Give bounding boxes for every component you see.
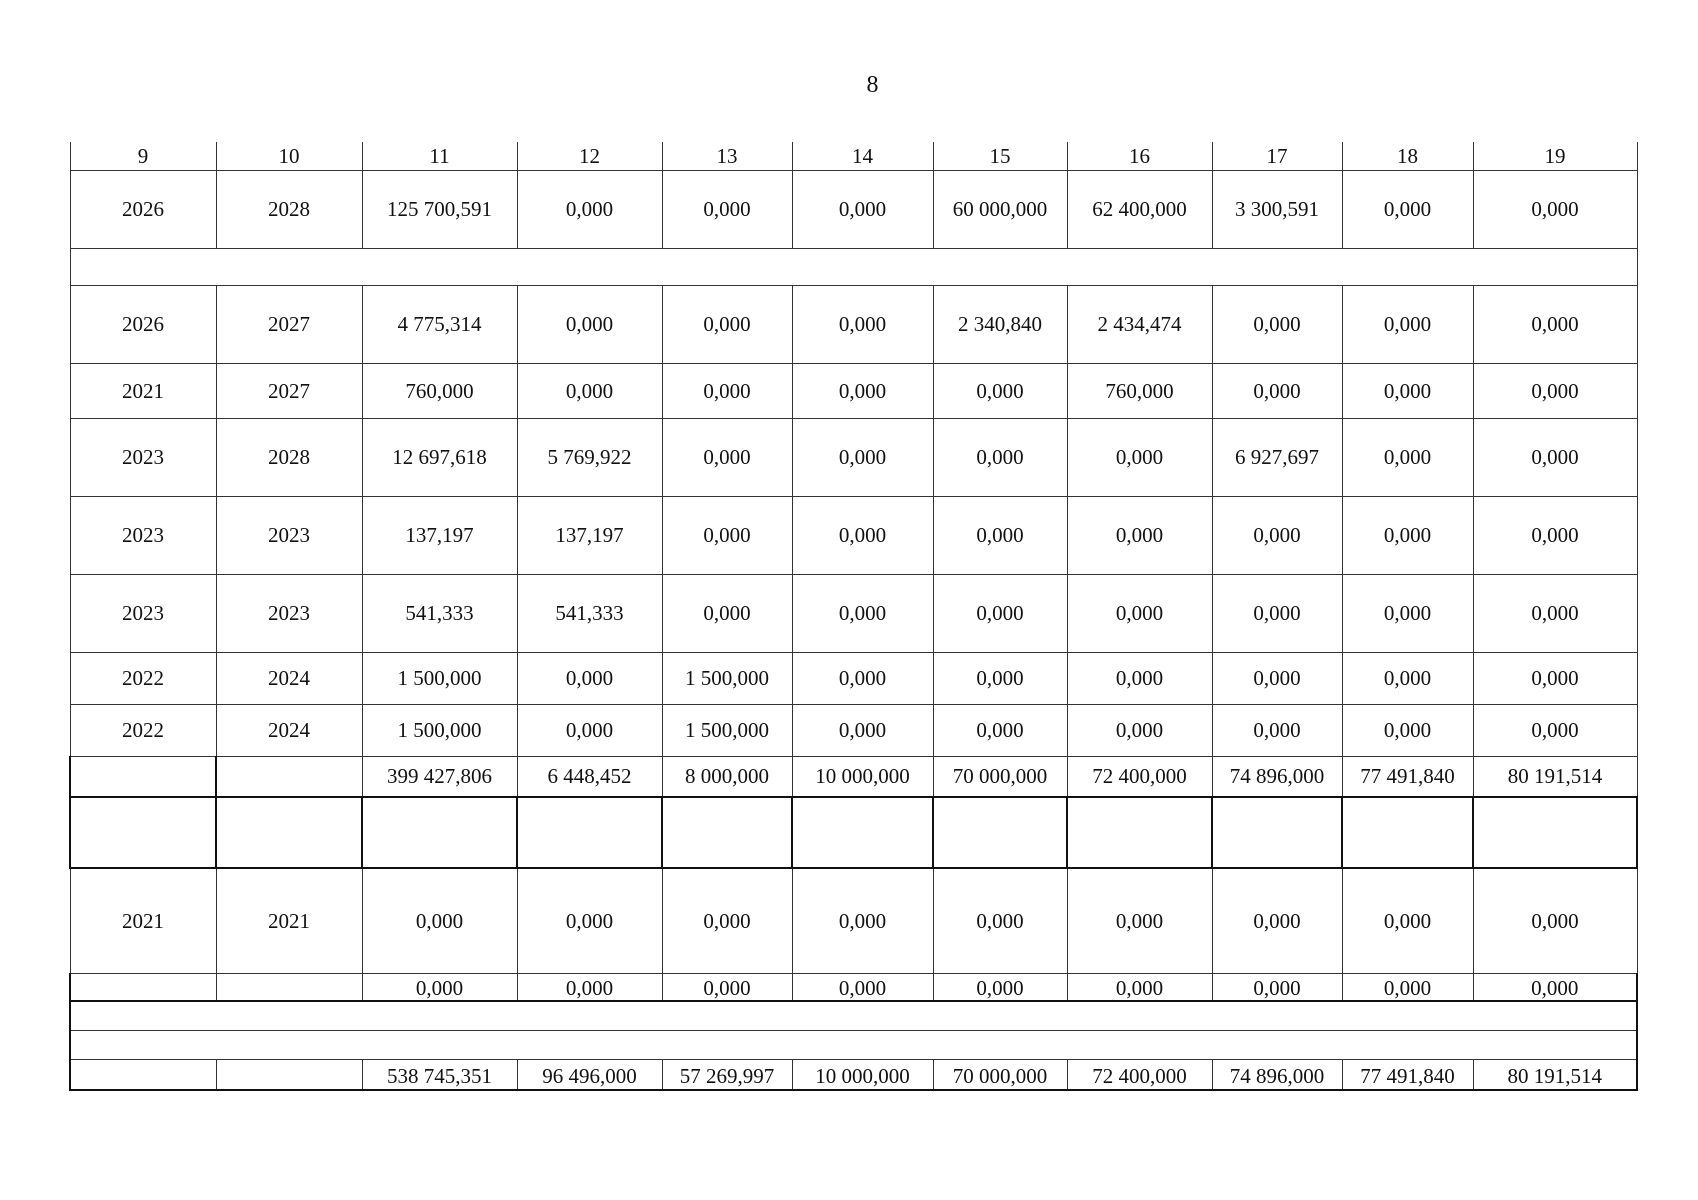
table-row [70,575,1637,653]
table-cell: 0,000 [1473,705,1637,757]
table-cell: 2027 [216,286,362,364]
table-cell: 0,000 [1212,286,1342,364]
table-cell: 0,000 [792,868,933,974]
empty-cell [1342,797,1473,868]
table-cell: 0,000 [1067,419,1212,497]
table-cell: 1 500,000 [662,653,792,705]
subtotal-row [70,974,1637,1002]
subtotal-row [70,757,1637,798]
table-cell: 0,000 [1212,705,1342,757]
table-cell: 541,333 [517,575,662,653]
table-cell: 4 775,314 [362,286,517,364]
table-cell: 0,000 [933,575,1067,653]
empty-cell [1473,797,1637,868]
table-cell: 70 000,000 [933,1060,1067,1091]
table-cell: 0,000 [933,419,1067,497]
table-cell: 0,000 [933,868,1067,974]
table-cell: 2 434,474 [1067,286,1212,364]
table-cell: 0,000 [517,868,662,974]
spacer-row [70,1031,1637,1060]
header-cell: 12 [517,142,662,171]
table-cell: 760,000 [362,364,517,419]
empty-cell [933,797,1067,868]
table-cell: 2 340,840 [933,286,1067,364]
table-cell: 0,000 [1342,286,1473,364]
table-cell: 0,000 [662,419,792,497]
table-cell: 2021 [70,364,216,419]
header-cell: 10 [216,142,362,171]
empty-cell [70,797,216,868]
table-cell: 0,000 [1342,653,1473,705]
table-cell: 0,000 [792,171,933,249]
table-cell: 2026 [70,171,216,249]
table-row [70,705,1637,757]
header-cell: 19 [1473,142,1637,171]
table-cell: 2022 [70,705,216,757]
table-cell: 0,000 [1342,364,1473,419]
table-cell: 0,000 [792,575,933,653]
table-cell: 0,000 [1473,974,1637,1002]
empty-cell [216,797,362,868]
header-cell: 13 [662,142,792,171]
table-cell: 0,000 [1342,575,1473,653]
table-cell [70,1060,216,1091]
table-cell: 0,000 [1212,868,1342,974]
budget-table [69,142,1638,1091]
table-cell: 0,000 [517,171,662,249]
table-cell: 0,000 [1473,419,1637,497]
table-cell: 60 000,000 [933,171,1067,249]
table-cell: 2023 [216,497,362,575]
table-cell: 74 896,000 [1212,757,1342,798]
table-cell: 0,000 [933,364,1067,419]
table-cell: 0,000 [933,497,1067,575]
table-cell: 0,000 [662,575,792,653]
table-cell: 0,000 [1473,286,1637,364]
table-row [70,364,1637,419]
table-cell: 0,000 [933,974,1067,1002]
table-cell: 72 400,000 [1067,1060,1212,1091]
table-cell: 2023 [216,575,362,653]
table-cell: 0,000 [1473,868,1637,974]
table-cell: 0,000 [1067,575,1212,653]
table-cell: 399 427,806 [362,757,517,798]
table-cell: 77 491,840 [1342,757,1473,798]
empty-cell [792,797,933,868]
table-cell: 0,000 [1342,419,1473,497]
table-cell [70,974,216,1002]
table-row [70,171,1637,249]
grand-total-row [70,1060,1637,1091]
table-cell: 0,000 [662,364,792,419]
table-cell: 1 500,000 [662,705,792,757]
table-cell: 1 500,000 [362,705,517,757]
table-cell: 6 927,697 [1212,419,1342,497]
page-number: 8 [866,72,879,98]
table-cell: 0,000 [1067,705,1212,757]
header-cell: 17 [1212,142,1342,171]
table-cell: 8 000,000 [662,757,792,798]
table-cell: 0,000 [1067,868,1212,974]
table-cell: 0,000 [792,419,933,497]
table-cell: 77 491,840 [1342,1060,1473,1091]
table-row [70,497,1637,575]
table-cell: 0,000 [933,653,1067,705]
table-cell: 760,000 [1067,364,1212,419]
empty-cell [1212,797,1342,868]
table-cell: 0,000 [1212,974,1342,1002]
table-cell: 0,000 [1473,575,1637,653]
empty-cell [362,797,517,868]
table-cell: 0,000 [792,705,933,757]
table-cell: 0,000 [1212,575,1342,653]
table-cell: 0,000 [517,974,662,1002]
table-cell: 0,000 [1342,171,1473,249]
table-cell: 80 191,514 [1473,757,1637,798]
table-cell: 2024 [216,653,362,705]
table-cell: 0,000 [933,705,1067,757]
table-cell: 2023 [70,575,216,653]
table-cell: 62 400,000 [1067,171,1212,249]
table-row [70,286,1637,364]
table-cell [216,1060,362,1091]
table-cell: 0,000 [517,653,662,705]
header-cell: 11 [362,142,517,171]
table-cell: 5 769,922 [517,419,662,497]
table-cell: 0,000 [1473,364,1637,419]
table-cell: 10 000,000 [792,757,933,798]
empty-cell [70,1001,1637,1031]
table-cell: 2023 [70,497,216,575]
table-cell: 0,000 [1067,974,1212,1002]
table-cell: 2021 [70,868,216,974]
table-cell [216,974,362,1002]
spacer-row [70,249,1637,286]
table-cell: 2028 [216,419,362,497]
empty-cell [517,797,662,868]
table-cell: 0,000 [662,868,792,974]
table-cell: 0,000 [1342,974,1473,1002]
table-row [70,653,1637,705]
table-cell: 0,000 [792,974,933,1002]
empty-bordered-row [70,797,1637,868]
table-cell: 0,000 [1067,497,1212,575]
table-cell: 125 700,591 [362,171,517,249]
empty-cell [662,797,792,868]
table-cell: 72 400,000 [1067,757,1212,798]
table-cell: 137,197 [362,497,517,575]
table-cell: 6 448,452 [517,757,662,798]
table-cell: 12 697,618 [362,419,517,497]
table-cell: 0,000 [517,364,662,419]
table-cell: 0,000 [362,974,517,1002]
empty-cell [1067,797,1212,868]
column-number-header [70,142,1637,171]
table-cell: 137,197 [517,497,662,575]
table-cell [216,757,362,798]
table-cell: 2024 [216,705,362,757]
table-cell: 2022 [70,653,216,705]
table-cell: 2021 [216,868,362,974]
spacer-row [70,1001,1637,1031]
table-cell: 0,000 [792,497,933,575]
table-cell: 0,000 [362,868,517,974]
table-cell: 0,000 [662,171,792,249]
table-cell: 2026 [70,286,216,364]
table-cell: 538 745,351 [362,1060,517,1091]
table-cell: 1 500,000 [362,653,517,705]
table-cell: 0,000 [1212,364,1342,419]
table-cell: 0,000 [517,705,662,757]
header-cell: 15 [933,142,1067,171]
table-cell: 0,000 [1473,653,1637,705]
empty-cell [70,249,1637,286]
table-cell: 2027 [216,364,362,419]
header-cell: 18 [1342,142,1473,171]
table-cell: 2028 [216,171,362,249]
table-cell: 3 300,591 [1212,171,1342,249]
table-cell: 0,000 [662,286,792,364]
table-cell: 0,000 [1212,653,1342,705]
table-cell: 0,000 [1342,705,1473,757]
table-cell: 0,000 [792,653,933,705]
table-cell: 70 000,000 [933,757,1067,798]
table-cell [70,757,216,798]
table-cell: 0,000 [1473,171,1637,249]
table-cell: 0,000 [1342,497,1473,575]
header-cell: 14 [792,142,933,171]
table-cell: 541,333 [362,575,517,653]
table-cell: 0,000 [792,364,933,419]
table-row [70,419,1637,497]
table-cell: 80 191,514 [1473,1060,1637,1091]
table-cell: 0,000 [662,497,792,575]
table-cell: 2023 [70,419,216,497]
table-row [70,868,1637,974]
header-cell: 9 [70,142,216,171]
table-cell: 0,000 [792,286,933,364]
header-cell: 16 [1067,142,1212,171]
table-cell: 0,000 [1342,868,1473,974]
table-cell: 10 000,000 [792,1060,933,1091]
table-cell: 0,000 [662,974,792,1002]
empty-cell [70,1031,1637,1060]
table-cell: 74 896,000 [1212,1060,1342,1091]
table-cell: 96 496,000 [517,1060,662,1091]
table-cell: 0,000 [517,286,662,364]
table-cell: 57 269,997 [662,1060,792,1091]
table-cell: 0,000 [1473,497,1637,575]
table-cell: 0,000 [1212,497,1342,575]
table-cell: 0,000 [1067,653,1212,705]
